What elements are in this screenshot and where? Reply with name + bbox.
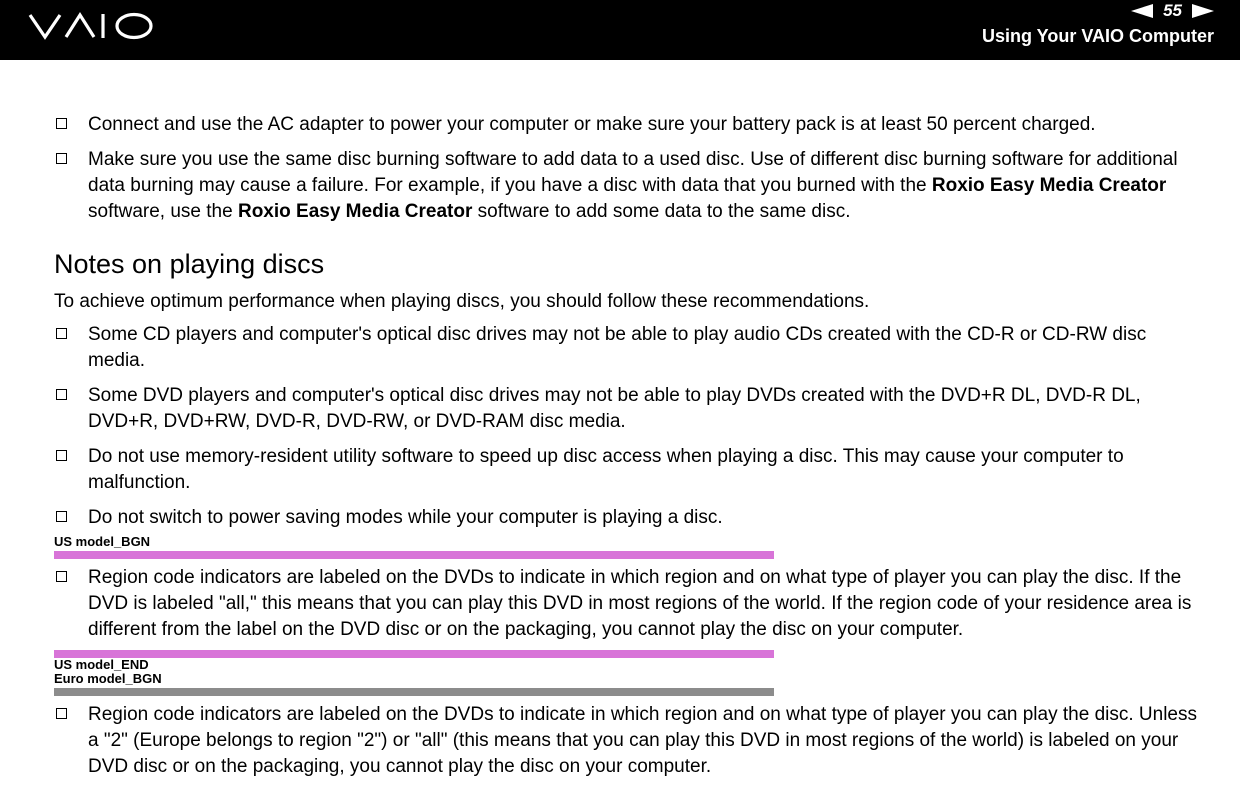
item-text: Some DVD players and computer's optical disc drives may not be able to play DVDs created with the DVD+R DL, DVD-R DL, DVD+R, DVD+RW, DVD-R, DVD-RW, or DVD-RAM disc media. xyxy=(88,385,1141,432)
checkbox-bullet-icon xyxy=(56,571,67,582)
list-item xyxy=(54,383,1204,435)
list-item xyxy=(54,505,1204,531)
item-text: software, use the xyxy=(88,201,238,222)
page-content xyxy=(54,112,1204,789)
checkbox-bullet-icon xyxy=(56,511,67,522)
checkbox-bullet-icon xyxy=(56,708,67,719)
vaio-logo xyxy=(28,12,156,40)
checkbox-bullet-icon xyxy=(56,450,67,461)
us-model-end-marker: US model_END xyxy=(54,657,149,672)
list-item xyxy=(54,565,1204,643)
item-text: Region code indicators are labeled on the DVDs to indicate in which region and on what type of player you can play the disc. If the DVD is labeled "all," this means that you can play this DVD in most regions of the world. If the region code of your residence area is different from the label on the DVD disc or on the packaging, you cannot play the disc on your computer. xyxy=(88,567,1192,640)
item-text: Do not switch to power saving modes while your computer is playing a disc. xyxy=(88,507,723,528)
us-model-end-bar xyxy=(54,650,774,658)
previous-page-icon[interactable] xyxy=(1131,4,1153,18)
next-page-icon[interactable] xyxy=(1192,4,1214,18)
checkbox-bullet-icon xyxy=(56,153,67,164)
euro-model-begin-marker: Euro model_BGN xyxy=(54,671,162,686)
list-item xyxy=(54,112,1204,138)
item-text: software to add some data to the same disc. xyxy=(472,201,851,222)
item-text: Some CD players and computer's optical disc drives may not be able to play audio CDs created with the CD-R or CD-RW disc media. xyxy=(88,324,1147,371)
section-heading: Notes on playing discs xyxy=(54,249,325,279)
section-title: Using Your VAIO Computer xyxy=(981,26,1214,46)
euro-model-begin-bar xyxy=(54,688,774,696)
item-text: Region code indicators are labeled on the DVDs to indicate in which region and on what type of player you can play the disc. Unless a "2" (Europe belongs to region "2") or "all" (this means that you can play this DVD in most regions of the world) is labeled on your DVD disc or on the packaging, you cannot play the disc on your computer. xyxy=(88,704,1197,777)
software-name: Roxio Easy Media Creator xyxy=(237,201,473,222)
checkbox-bullet-icon xyxy=(56,118,67,129)
list-item xyxy=(54,322,1204,374)
page-nav xyxy=(1131,0,1214,22)
list-item xyxy=(54,702,1204,780)
item-text: Connect and use the AC adapter to power your computer or make sure your battery pack is at least 50 percent charged. xyxy=(88,114,1096,135)
header-bar xyxy=(0,0,1240,60)
intro-text: To achieve optimum performance when playing discs, you should follow these recommendations. xyxy=(54,291,870,312)
software-name: Roxio Easy Media Creator xyxy=(931,175,1167,196)
page-number: 55 xyxy=(1163,1,1182,20)
us-model-begin-bar xyxy=(54,551,774,559)
list-item xyxy=(54,444,1204,496)
checkbox-bullet-icon xyxy=(56,328,67,339)
checkbox-bullet-icon xyxy=(56,389,67,400)
us-model-begin-marker: US model_BGN xyxy=(54,534,151,549)
item-text: Make sure you use the same disc burning software to add data to a used disc. Use of different disc burning software for additional data burning may cause a failure. For example, if you have a disc with data that you burned with the xyxy=(88,149,1178,196)
list-item xyxy=(54,147,1204,225)
item-text: Do not use memory-resident utility software to speed up disc access when playing a disc. This may cause your computer to malfunction. xyxy=(88,446,1124,493)
